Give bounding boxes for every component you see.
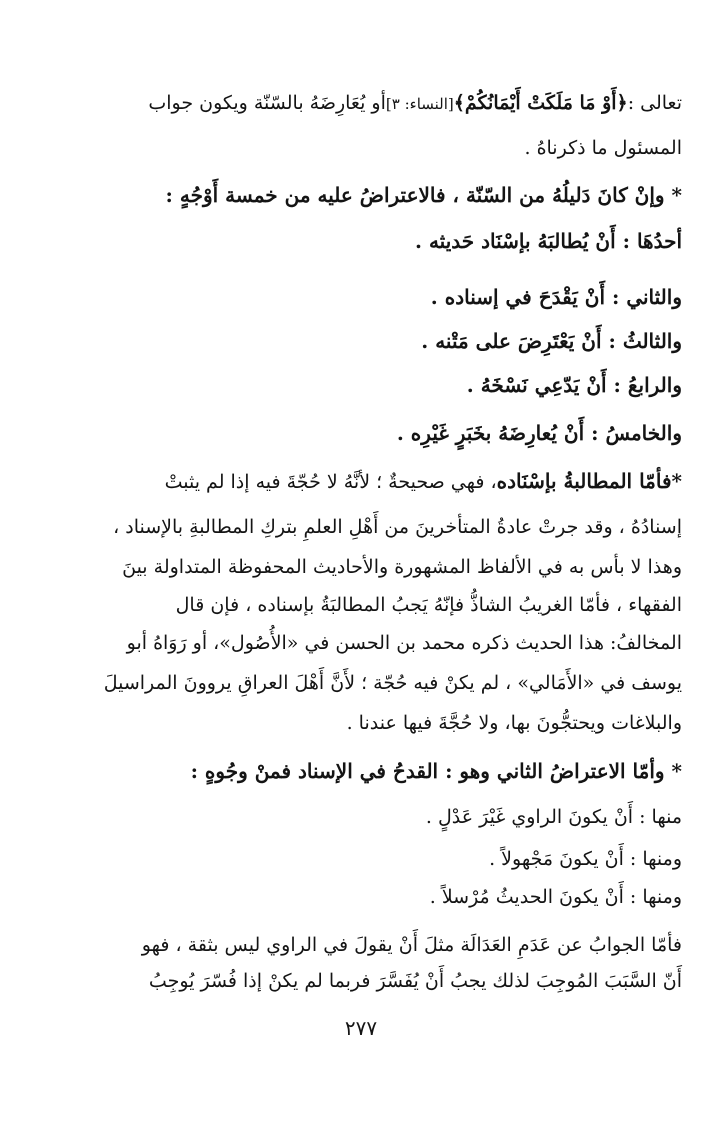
- line-20: [60, 930, 682, 960]
- line-1-rest: أو يُعَارِضَهُ بالسّنّة ويكون جواب: [148, 92, 386, 114]
- line-13: [60, 628, 682, 658]
- point-fifth: والخامسُ : أَنْ يُعارِضَهُ بخَبَرٍ غَيْرِه .: [396, 421, 682, 445]
- verse-reference: [النساء: ٣]: [385, 95, 454, 113]
- point-fourth: والرابعُ : أَنْ يَدّعِي نَسْخَهُ .: [466, 373, 682, 397]
- section-heading-sunnah: [166, 180, 682, 210]
- line-10-text: إسنادُهُ ، وقد جرتْ عادةُ المتأخرينَ من أَهْلِ العلمِ بتركِ المطالبةِ بالإسناد ،: [113, 516, 682, 538]
- line-14-text: يوسف في «الأَمَالي» ، لم يكنْ فيه حُجّة ؛ لأَنَّ أَهْلَ العراقِ يروونَ المراسيلَ: [103, 672, 682, 694]
- bullet-star: *: [664, 183, 682, 207]
- line-20-text: فأمّا الجوابُ عن عَدَمِ العَدَالَة مثلَ أَنْ يقولَ في الراوي ليس بثقة ، فهو: [141, 934, 682, 956]
- line-14: [60, 668, 682, 698]
- line-21: [60, 966, 682, 996]
- line-12-text: الفقهاء ، فأمّا الغريبُ الشاذُّ فإنّهُ يَجبُ المطالبَةُ بإسناده ، فإن قال: [175, 594, 682, 616]
- section-heading-qadh-text: وأمّا الاعتراضُ الثاني وهو : القدحُ في الإسناد فمنْ وجُوهٍ :: [190, 759, 665, 783]
- section-heading-text: وإنْ كانَ دَليلُهُ من السّنّة ، فالاعتراضُ عليه من خمسة أَوْجُهٍ :: [165, 183, 665, 207]
- point-first: أحدُهَا : أَنْ يُطالبَهُ بإسْنَاد حَديثه .: [415, 229, 682, 253]
- line-12: [60, 590, 682, 620]
- point-second: والثاني : أَنْ يَقْدَحَ في إسناده .: [430, 285, 682, 309]
- item-mursal: ومنها : أَنْ يكونَ الحديثُ مُرْسلاً .: [429, 886, 682, 908]
- line-13-text: المخالفُ: هذا الحديث ذكره محمد بن الحسن في «الأُصُول»، أو رَوَاهُ أبو: [126, 632, 682, 654]
- item-unknown: ومنها : أَنْ يكونَ مَجْهولاً .: [489, 848, 682, 870]
- line-1: [60, 88, 682, 119]
- line-9-text: [165, 466, 682, 497]
- line-11-text: وهذا لا بأس به في الألفاظ المشهورة والأحاديث المحفوظة المتداولة بينَ: [122, 556, 682, 578]
- section-heading-qadh: [191, 756, 682, 786]
- line-21-text: أَنّ السَّبَبَ المُوجِبَ لذلك يجبُ أَنْ يُفَسَّرَ فربما لم يكنْ إذا فُسّرَ يُوجِبُ: [148, 970, 682, 992]
- point-third: والثالثُ : أَنْ يَعْتَرِضَ على مَتْنه .: [421, 329, 682, 353]
- quran-verse: ﴿أَوْ مَا مَلَكَتْ أَيْمَانُكُمْ﴾: [453, 92, 628, 114]
- subheading-isnad: فأمّا المطالبةُ بإسْنَاده: [496, 469, 672, 493]
- line-1-intro: تعالى :: [627, 92, 682, 114]
- item-not-just: منها : أَنْ يكونَ الراوي غَيْرَ عَدْلٍ .: [425, 806, 682, 828]
- bullet-star: *: [671, 469, 682, 493]
- line-9-rest: ، فهي صحيحةٌ ؛ لأنَّهُ لا حُجّةَ فيه إذا لم يثبتْ: [164, 471, 497, 493]
- line-9: [60, 466, 682, 497]
- page-number: ٢٧٧: [344, 1016, 378, 1040]
- bullet-star: *: [664, 759, 682, 783]
- line-11: [60, 552, 682, 582]
- line-15: والبلاغات ويحتجُّونَ بها، ولا حُجَّةَ فيها عندنا .: [346, 712, 682, 734]
- line-10: [60, 512, 682, 542]
- line-2: المسئول ما ذكرناهُ .: [524, 137, 682, 159]
- line-1-text: [148, 88, 682, 119]
